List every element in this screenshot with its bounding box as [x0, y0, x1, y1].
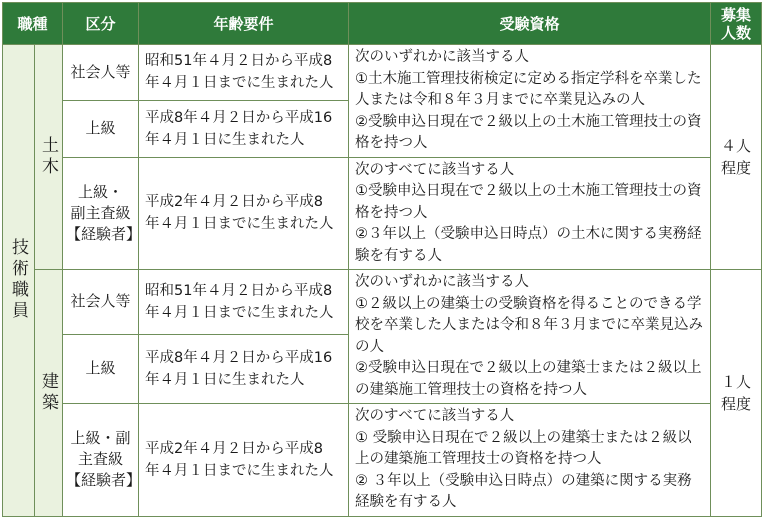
header-age: 年齢要件 — [139, 3, 349, 45]
table-row — [3, 45, 762, 101]
field-label-civil: 土木 — [38, 136, 58, 178]
header-row — [3, 3, 762, 45]
qualification-cell: 次のすべてに該当する人 ① 受験申込日現在で２級以上の建築士または２級以上の建築施工管理技士の資格を持つ人 ② ３年以上（受験申込日時点）の建築に関する実務経験を有する人 — [349, 404, 711, 517]
qualification-cell: 次のいずれかに該当する人 ①土木施工管理技術検定に定める指定学科を卒業した人または令和８年３月までに卒業見込みの人 ②受験申込日現在で２級以上の土木施工管理技士の資格を持つ人 — [349, 45, 711, 158]
header-category: 区分 — [63, 3, 139, 45]
recruitment-table — [2, 2, 762, 517]
header-type: 職種 — [3, 3, 63, 45]
category-cell: 社会人等 — [63, 45, 139, 101]
field-label-architecture: 建築 — [38, 371, 58, 414]
job-group-label: 技術職員 — [8, 238, 28, 323]
table-row — [3, 404, 762, 517]
field-cell-civil — [35, 45, 63, 270]
category-cell: 上級・ 副主査級 【経験者】 — [63, 157, 139, 270]
age-cell: 平成8年４月２日から平成16 年４月１日に生まれた人 — [139, 100, 349, 157]
table-row — [3, 270, 762, 335]
category-cell: 上級・副 主査級 【経験者】 — [63, 404, 139, 517]
age-cell: 昭和51年４月２日から平成8 年４月１日までに生まれた人 — [139, 270, 349, 335]
age-cell: 平成2年４月２日から平成8 年４月１日までに生まれた人 — [139, 404, 349, 517]
category-cell: 上級 — [63, 334, 139, 403]
table-row — [3, 157, 762, 270]
field-cell-architecture — [35, 270, 63, 517]
count-cell-architecture: １人 程度 — [711, 270, 762, 517]
qualification-cell: 次のいずれかに該当する人 ①２級以上の建築士の受験資格を得ることのできる学校を卒業した人または令和８年３月までに卒業見込みの人 ②受験申込日現在で２級以上の建築士または２級以上の建築施工管理技士の資格を持つ人 — [349, 270, 711, 404]
job-group-cell — [3, 45, 35, 517]
header-qualification: 受験資格 — [349, 3, 711, 45]
age-cell: 平成8年４月２日から平成16 年４月１日に生まれた人 — [139, 334, 349, 403]
age-cell: 平成2年４月２日から平成8 年４月１日までに生まれた人 — [139, 157, 349, 270]
qualification-cell: 次のすべてに該当する人 ①受験申込日現在で２級以上の土木施工管理技士の資格を持つ人 ②３年以上（受験申込日時点）の土木に関する実務経験を有する人 — [349, 157, 711, 270]
age-cell: 昭和51年４月２日から平成8 年４月１日までに生まれた人 — [139, 45, 349, 101]
category-cell: 上級 — [63, 100, 139, 157]
header-count: 募集 人数 — [711, 3, 762, 45]
category-cell: 社会人等 — [63, 270, 139, 335]
count-cell-civil: ４人 程度 — [711, 45, 762, 270]
